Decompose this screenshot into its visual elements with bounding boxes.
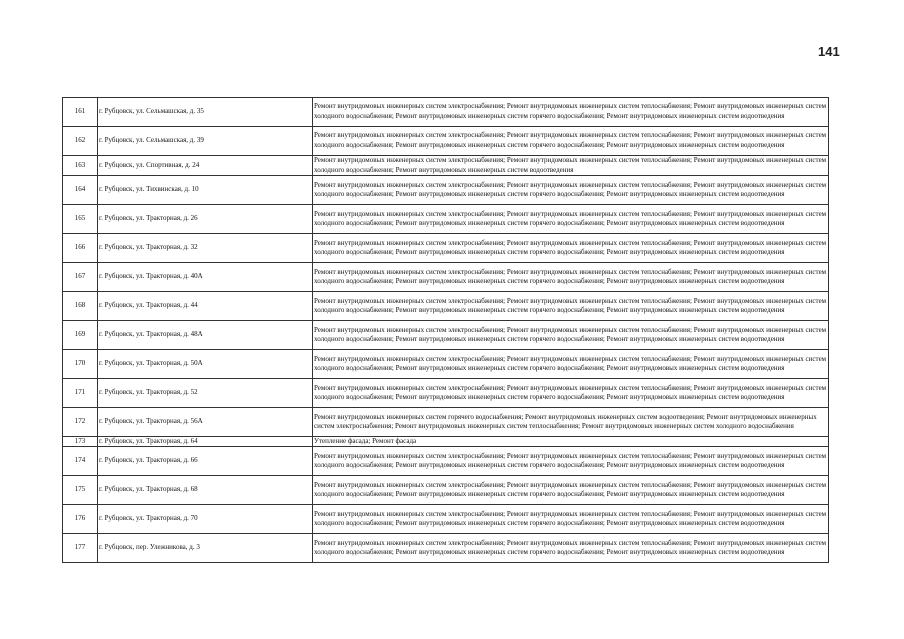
table-row	[63, 350, 829, 379]
repair-works: Ремонт внутридомовых инженерных систем электроснабжения; Ремонт внутридомовых инженерных систем теплоснабжения; Ремонт внутридомовых инженерных систем холодного водоснабжения; Ремонт внутридомовых инженерных систем горячего водоснабжения; Ремонт внутридомовых инженерных систем водоотведения	[313, 234, 829, 263]
repair-works: Ремонт внутридомовых инженерных систем электроснабжения; Ремонт внутридомовых инженерных систем теплоснабжения; Ремонт внутридомовых инженерных систем холодного водоснабжения; Ремонт внутридомовых инженерных систем горячего водоснабжения; Ремонт внутридомовых инженерных систем водоотведения	[313, 534, 829, 563]
house-address: г. Рубцовск, ул. Тракторная, д. 52	[98, 379, 313, 408]
housing-repair-table	[62, 97, 829, 563]
table-row	[63, 127, 829, 156]
row-number: 162	[63, 127, 98, 156]
row-number: 170	[63, 350, 98, 379]
table-row	[63, 156, 829, 176]
repair-works: Ремонт внутридомовых инженерных систем электроснабжения; Ремонт внутридомовых инженерных систем теплоснабжения; Ремонт внутридомовых инженерных систем холодного водоснабжения; Ремонт внутридомовых инженерных систем горячего водоснабжения; Ремонт внутридомовых инженерных систем водоотведения	[313, 447, 829, 476]
repair-works: Ремонт внутридомовых инженерных систем горячего водоснабжения; Ремонт внутридомовых инженерных систем водоотведения; Ремонт внутридомовых инженерных систем электроснабжения; Ремонт внутридомовых инженерных систем теплоснабжения; Ремонт внутридомовых инженерных систем холодного водоснабжения	[313, 408, 829, 437]
house-address: г. Рубцовск, ул. Тракторная, д. 66	[98, 447, 313, 476]
house-address: г. Рубцовск, ул. Тракторная, д. 32	[98, 234, 313, 263]
row-number: 171	[63, 379, 98, 408]
repair-works: Ремонт внутридомовых инженерных систем электроснабжения; Ремонт внутридомовых инженерных систем теплоснабжения; Ремонт внутридомовых инженерных систем холодного водоснабжения; Ремонт внутридомовых инженерных систем горячего водоснабжения; Ремонт внутридомовых инженерных систем водоотведения	[313, 98, 829, 127]
table-row	[63, 447, 829, 476]
repair-works: Утепление фасада; Ремонт фасада	[313, 437, 829, 447]
repair-works: Ремонт внутридомовых инженерных систем электроснабжения; Ремонт внутридомовых инженерных систем теплоснабжения; Ремонт внутридомовых инженерных систем холодного водоснабжения; Ремонт внутридомовых инженерных систем горячего водоснабжения; Ремонт внутридомовых инженерных систем водоотведения	[313, 350, 829, 379]
repair-works: Ремонт внутридомовых инженерных систем электроснабжения; Ремонт внутридомовых инженерных систем теплоснабжения; Ремонт внутридомовых инженерных систем холодного водоснабжения; Ремонт внутридомовых инженерных систем горячего водоснабжения; Ремонт внутридомовых инженерных систем водоотведения	[313, 505, 829, 534]
row-number: 164	[63, 176, 98, 205]
row-number: 166	[63, 234, 98, 263]
house-address: г. Рубцовск, ул. Спортивная, д. 24	[98, 156, 313, 176]
house-address: г. Рубцовск, ул. Тракторная, д. 70	[98, 505, 313, 534]
repair-works: Ремонт внутридомовых инженерных систем электроснабжения; Ремонт внутридомовых инженерных систем теплоснабжения; Ремонт внутридомовых инженерных систем холодного водоснабжения; Ремонт внутридомовых инженерных систем горячего водоснабжения; Ремонт внутридомовых инженерных систем водоотведения	[313, 476, 829, 505]
repair-works: Ремонт внутридомовых инженерных систем электроснабжения; Ремонт внутридомовых инженерных систем теплоснабжения; Ремонт внутридомовых инженерных систем холодного водоснабжения; Ремонт внутридомовых инженерных систем горячего водоснабжения; Ремонт внутридомовых инженерных систем водоотведения	[313, 127, 829, 156]
row-number: 161	[63, 98, 98, 127]
row-number: 167	[63, 263, 98, 292]
row-number: 175	[63, 476, 98, 505]
row-number: 177	[63, 534, 98, 563]
table-body	[63, 98, 829, 563]
repair-works: Ремонт внутридомовых инженерных систем электроснабжения; Ремонт внутридомовых инженерных систем теплоснабжения; Ремонт внутридомовых инженерных систем холодного водоснабжения; Ремонт внутридомовых инженерных систем горячего водоснабжения; Ремонт внутридомовых инженерных систем водоотведения	[313, 379, 829, 408]
repair-works: Ремонт внутридомовых инженерных систем электроснабжения; Ремонт внутридомовых инженерных систем теплоснабжения; Ремонт внутридомовых инженерных систем холодного водоснабжения; Ремонт внутридомовых инженерных систем горячего водоснабжения; Ремонт внутридомовых инженерных систем водоотведения	[313, 292, 829, 321]
row-number: 169	[63, 321, 98, 350]
repair-works: Ремонт внутридомовых инженерных систем электроснабжения; Ремонт внутридомовых инженерных систем теплоснабжения; Ремонт внутридомовых инженерных систем холодного водоснабжения; Ремонт внутридомовых инженерных систем горячего водоснабжения; Ремонт внутридомовых инженерных систем водоотведения	[313, 321, 829, 350]
row-number: 165	[63, 205, 98, 234]
repair-works: Ремонт внутридомовых инженерных систем электроснабжения; Ремонт внутридомовых инженерных систем теплоснабжения; Ремонт внутридомовых инженерных систем холодного водоснабжения; Ремонт внутридомовых инженерных систем водоотведения	[313, 156, 829, 176]
row-number: 168	[63, 292, 98, 321]
house-address: г. Рубцовск, ул. Сельмашская, д. 39	[98, 127, 313, 156]
house-address: г. Рубцовск, ул. Тракторная, д. 64	[98, 437, 313, 447]
table-row	[63, 437, 829, 447]
page-number: 141	[818, 44, 840, 59]
house-address: г. Рубцовск, ул. Тракторная, д. 44	[98, 292, 313, 321]
table-row	[63, 98, 829, 127]
table-row	[63, 379, 829, 408]
table-row	[63, 534, 829, 563]
house-address: г. Рубцовск, ул. Сельмашская, д. 35	[98, 98, 313, 127]
row-number: 172	[63, 408, 98, 437]
row-number: 163	[63, 156, 98, 176]
house-address: г. Рубцовск, ул. Тракторная, д. 26	[98, 205, 313, 234]
house-address: г. Рубцовск, ул. Тракторная, д. 50А	[98, 350, 313, 379]
row-number: 173	[63, 437, 98, 447]
house-address: г. Рубцовск, ул. Тракторная, д. 40А	[98, 263, 313, 292]
row-number: 174	[63, 447, 98, 476]
table-row	[63, 408, 829, 437]
house-address: г. Рубцовск, ул. Тракторная, д. 68	[98, 476, 313, 505]
row-number: 176	[63, 505, 98, 534]
house-address: г. Рубцовск, пер. Улежникова, д. 3	[98, 534, 313, 563]
table-row	[63, 505, 829, 534]
table-row	[63, 476, 829, 505]
repair-works: Ремонт внутридомовых инженерных систем электроснабжения; Ремонт внутридомовых инженерных систем теплоснабжения; Ремонт внутридомовых инженерных систем холодного водоснабжения; Ремонт внутридомовых инженерных систем горячего водоснабжения; Ремонт внутридомовых инженерных систем водоотведения	[313, 263, 829, 292]
house-address: г. Рубцовск, ул. Тракторная, д. 56А	[98, 408, 313, 437]
house-address: г. Рубцовск, ул. Тракторная, д. 48А	[98, 321, 313, 350]
house-address: г. Рубцовск, ул. Тихвинская, д. 10	[98, 176, 313, 205]
table-row	[63, 292, 829, 321]
table-row	[63, 234, 829, 263]
repair-works: Ремонт внутридомовых инженерных систем электроснабжения; Ремонт внутридомовых инженерных систем теплоснабжения; Ремонт внутридомовых инженерных систем холодного водоснабжения; Ремонт внутридомовых инженерных систем горячего водоснабжения; Ремонт внутридомовых инженерных систем водоотведения	[313, 176, 829, 205]
table-row	[63, 321, 829, 350]
table-row	[63, 205, 829, 234]
table-row	[63, 263, 829, 292]
table-row	[63, 176, 829, 205]
repair-works: Ремонт внутридомовых инженерных систем электроснабжения; Ремонт внутридомовых инженерных систем теплоснабжения; Ремонт внутридомовых инженерных систем холодного водоснабжения; Ремонт внутридомовых инженерных систем горячего водоснабжения; Ремонт внутридомовых инженерных систем водоотведения	[313, 205, 829, 234]
